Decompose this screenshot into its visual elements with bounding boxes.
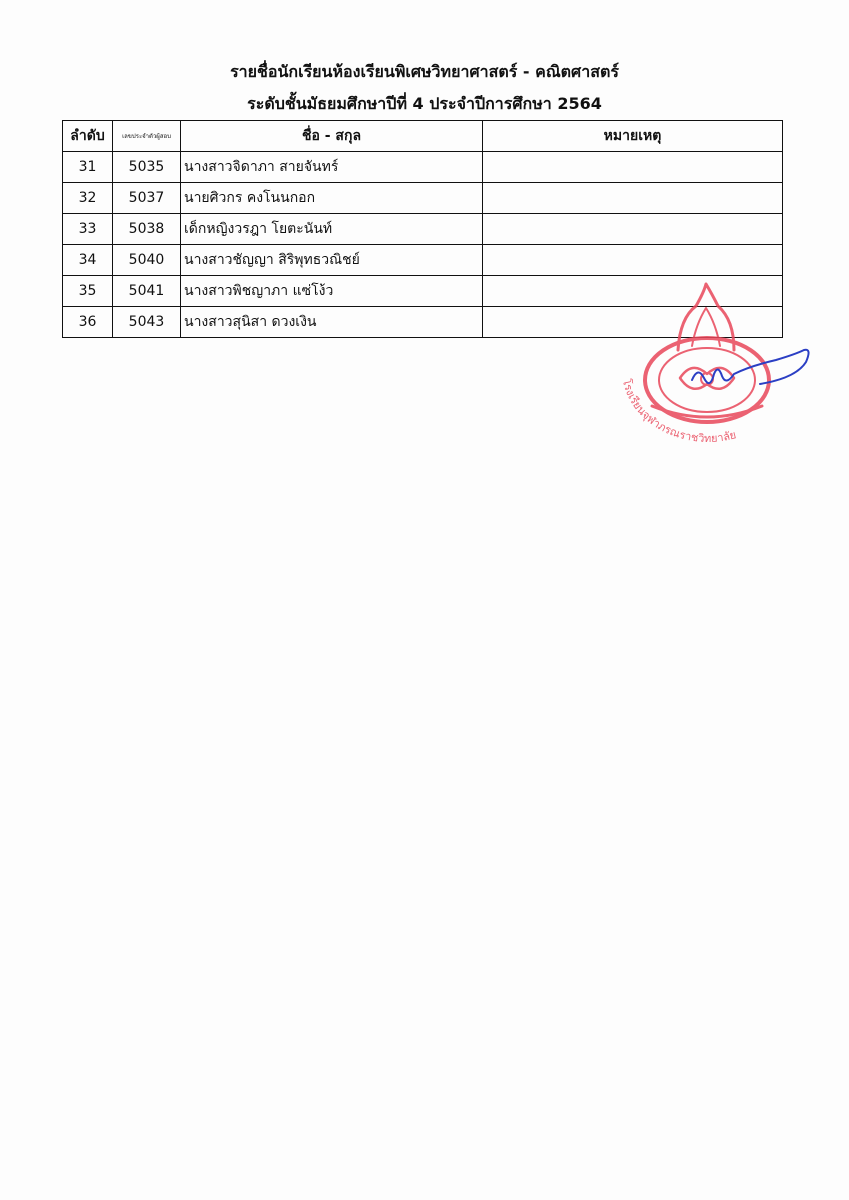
cell-note (483, 245, 783, 276)
cell-no: 35 (63, 276, 113, 307)
cell-name: เด็กหญิงวรฎา โยตะนันท์ (181, 214, 483, 245)
document-subtitle: ระดับชั้นมัธยมศึกษาปีที่ 4 ประจำปีการศึกษา 2564 (247, 94, 602, 113)
cell-name: นางสาวจิดาภา สายจันทร์ (181, 152, 483, 183)
table-row (63, 152, 783, 183)
cell-name: นางสาวพิชญาภา แซ่โง้ว (181, 276, 483, 307)
cell-no: 31 (63, 152, 113, 183)
document-title: รายชื่อนักเรียนห้องเรียนพิเศษวิทยาศาสตร์ - คณิตศาสตร์ (230, 62, 619, 81)
cell-note (483, 183, 783, 214)
cell-exam-id: 5037 (113, 183, 181, 214)
table-header-row (63, 121, 783, 152)
cell-no: 33 (63, 214, 113, 245)
cell-no: 32 (63, 183, 113, 214)
cell-name: นางสาวสุนิสา ดวงเงิน (181, 307, 483, 338)
cell-exam-id: 5043 (113, 307, 181, 338)
cell-name: นายศิวกร คงโนนกอก (181, 183, 483, 214)
header-exam-id: เลขประจำตัวผู้สอบ (113, 121, 181, 152)
header-name: ชื่อ - สกุล (181, 121, 483, 152)
signature-stroke (692, 350, 809, 384)
cell-name: นางสาวชัญญา สิริพุทธวณิชย์ (181, 245, 483, 276)
cell-no: 36 (63, 307, 113, 338)
header-note: หมายเหตุ (483, 121, 783, 152)
cell-note (483, 214, 783, 245)
stamp-inner-ring (659, 348, 755, 412)
cell-exam-id: 5041 (113, 276, 181, 307)
header-no: ลำดับ (63, 121, 113, 152)
cell-exam-id: 5038 (113, 214, 181, 245)
cell-no: 34 (63, 245, 113, 276)
cell-note (483, 152, 783, 183)
school-seal-stamp (600, 278, 815, 458)
cell-exam-id: 5040 (113, 245, 181, 276)
table-row (63, 245, 783, 276)
cell-exam-id: 5035 (113, 152, 181, 183)
table-row (63, 183, 783, 214)
table-row (63, 214, 783, 245)
stamp-text: โรงเรียนจุฬาภรณราชวิทยาลัย (619, 377, 738, 445)
